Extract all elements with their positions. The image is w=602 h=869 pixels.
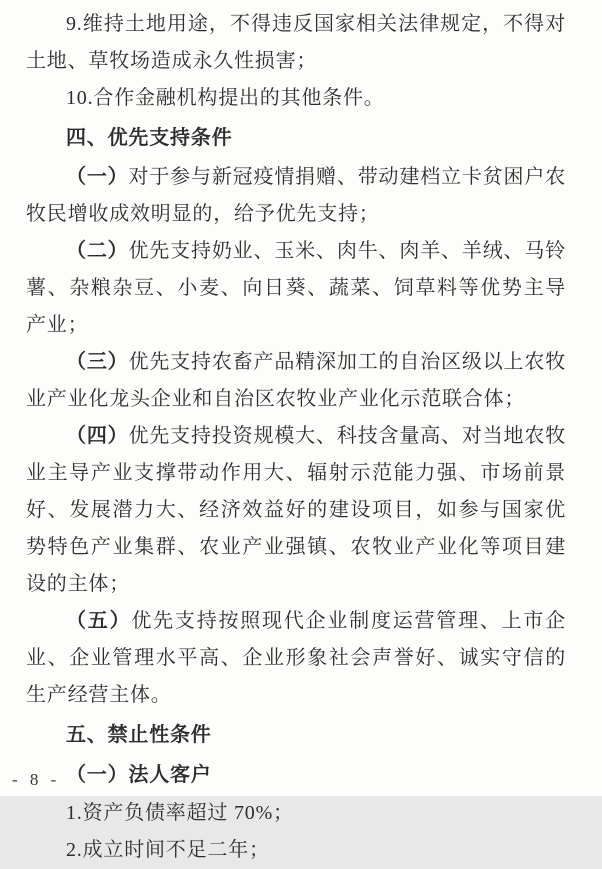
paragraph-lead-number: （五） [66, 610, 132, 632]
document-paragraph: （五）优先支持按照现代企业制度运营管理、上市企业、企业管理水平高、企业形象社会声誉好、诚实守信的生产经营主体。 [26, 610, 567, 706]
paragraph-lead-number: （三） [66, 351, 129, 373]
document-paragraph: 9.维持土地用途，不得违反国家相关法律规定，不得对土地、草牧场造成永久性损害； [26, 13, 566, 72]
paragraph-lead-number: （一） [66, 166, 129, 188]
section-heading: 四、优先支持条件 [66, 127, 233, 149]
page-number: - 8 - [12, 770, 61, 789]
document-paragraph: （二）优先支持奶业、玉米、肉牛、肉羊、羊绒、马铃薯、杂粮杂豆、小麦、向日葵、蔬菜、饲草料等优势主导产业； [26, 240, 566, 336]
paragraph-lead-number: （四） [66, 425, 129, 447]
section-heading: 五、禁止性条件 [66, 724, 212, 746]
paragraph-lead-number: （二） [66, 240, 129, 262]
document-body [26, 6, 566, 869]
document-paragraph: 2.成立时间不足二年； [66, 839, 270, 861]
sub-heading: （一）法人客户 [66, 764, 212, 786]
document-paragraph: （四）优先支持投资规模大、科技含量高、对当地农牧业主导产业支撑带动作用大、辐射示范能力强、市场前景好、发展潜力大、经济效益好的建设项目，如参与国家优势特色产业集群、农业产业强镇、农牧业产业化等项目建设的主体； [26, 425, 566, 595]
document-paragraph: （一）对于参与新冠疫情捐赠、带动建档立卡贫困户农牧民增收成效明显的，给予优先支持； [26, 166, 566, 225]
document-paragraph: 10.合作金融机构提出的其他条件。 [66, 87, 385, 109]
document-paragraph: 1.资产负债率超过 70%； [66, 802, 294, 824]
document-paragraph: （三）优先支持农畜产品精深加工的自治区级以上农牧业产业化龙头企业和自治区农牧业产业化示范联合体； [26, 351, 566, 410]
